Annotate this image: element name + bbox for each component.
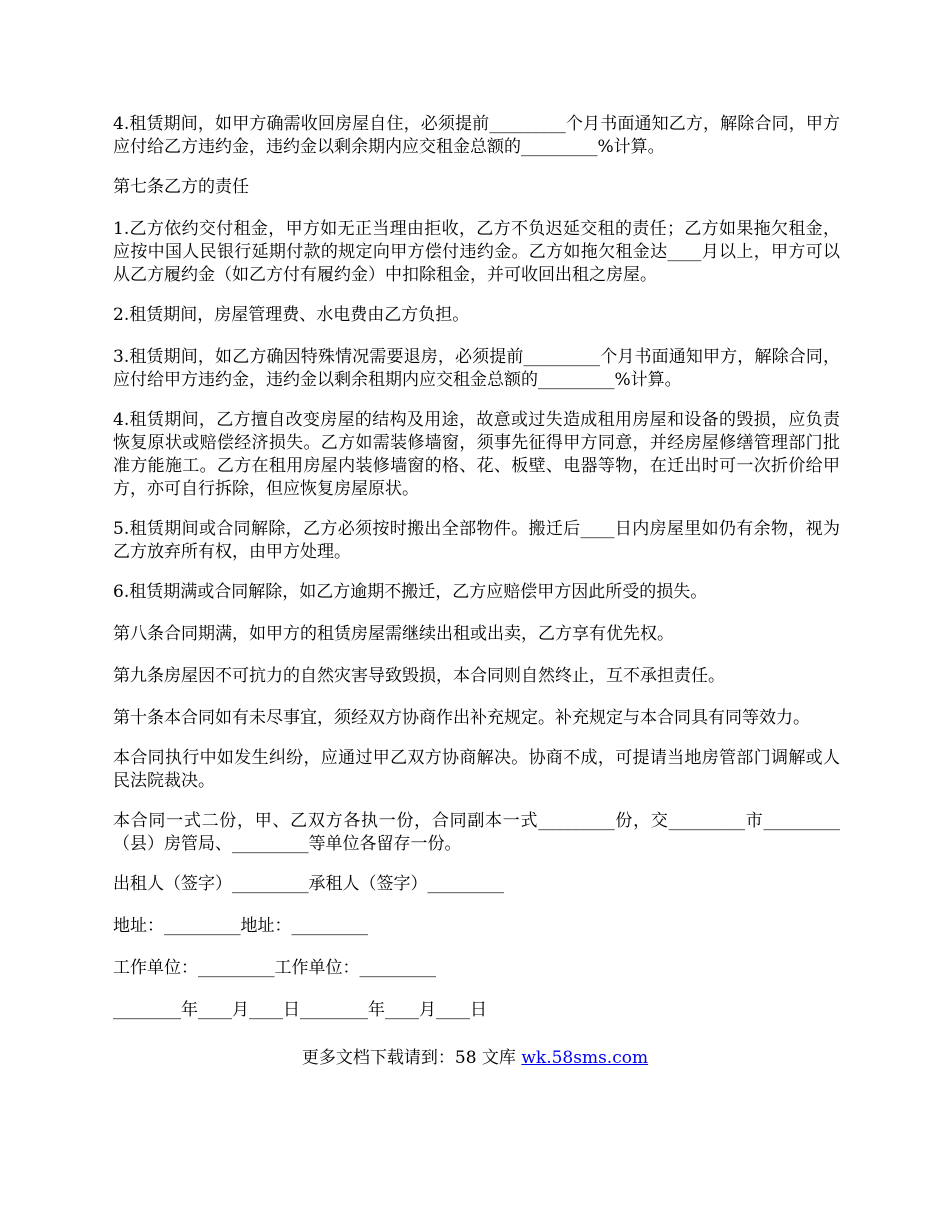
clause-7-6: 6.租赁期满或合同解除，如乙方逾期不搬迁，乙方应赔偿甲方因此所受的损失。 [113, 582, 708, 602]
footer-link[interactable]: wk.58sms.com [521, 1048, 649, 1068]
clause-7-1: 1.乙方依约交付租金，甲方如无正当理由拒收，乙方不负迟延交租的责任；乙方如果拖欠租金，应按中国人民银行延期付款的规定向甲方偿付违约金。乙方如拖欠租金达____月以上，甲方可以从乙方履约金（如乙方付有履约金）中扣除租金，并可收回出租之房屋。 [113, 219, 840, 285]
work-unit-line: 工作单位：_________工作单位：_________ [113, 958, 436, 978]
clause-7-4: 4.租赁期间，乙方擅自改变房屋的结构及用途，故意或过失造成租用房屋和设备的毁损，应负责恢复原状或赔偿经济损失。乙方如需装修墙窗，须事先征得甲方同意，并经房屋修缮管理部门批准方能施工。乙方在租用房屋内装修墙窗的格、花、板壁、电器等物，在迁出时可一次折价给甲方，亦可自行拆除，但应恢复房屋原状。 [113, 410, 840, 499]
article-8: 第八条合同期满，如甲方的租赁房屋需继续出租或出卖，乙方享有优先权。 [113, 624, 674, 644]
dispute-resolution: 本合同执行中如发生纠纷，应通过甲乙双方协商解决。协商不成，可提请当地房管部门调解或人民法院裁决。 [113, 748, 840, 791]
clause-7-5: 5.租赁期间或合同解除，乙方必须按时搬出全部物件。搬迁后____日内房屋里如仍有余物，视为乙方放弃所有权，由甲方处理。 [113, 519, 840, 562]
download-footer [0, 1047, 950, 1070]
document-body [113, 113, 840, 1041]
clause-7-2: 2.租赁期间，房屋管理费、水电费由乙方负担。 [113, 305, 470, 325]
address-line: 地址：_________地址：_________ [113, 916, 368, 936]
copies-clause: 本合同一式二份，甲、乙双方各执一份，合同副本一式_________份，交_________市_________（县）房管局、_________等单位各留存一份。 [113, 811, 840, 854]
article-10: 第十条本合同如有未尽事宜，须经双方协商作出补充规定。补充规定与本合同具有同等效力。 [113, 708, 810, 728]
article-9: 第九条房屋因不可抗力的自然灾害导致毁损，本合同则自然终止，互不承担责任。 [113, 666, 725, 686]
clause-7-3: 3.租赁期间，如乙方确因特殊情况需要退房，必须提前_________个月书面通知甲方，解除合同，应付给甲方违约金，违约金以剩余租期内应交租金总额的_________%计算。 [113, 347, 840, 390]
section-heading-article-7: 第七条乙方的责任 [113, 177, 249, 197]
footer-text: 更多文档下载请到：58 文库 [301, 1048, 522, 1068]
clause-6-4: 4.租赁期间，如甲方确需收回房屋自住，必须提前_________个月书面通知乙方，解除合同，甲方应付给乙方违约金，违约金以剩余期内应交租金总额的_________%计算。 [113, 114, 840, 157]
signature-line: 出租人（签字）_________承租人（签字）_________ [113, 874, 504, 894]
date-line: ________年____月____日________年____月____日 [113, 1000, 487, 1020]
